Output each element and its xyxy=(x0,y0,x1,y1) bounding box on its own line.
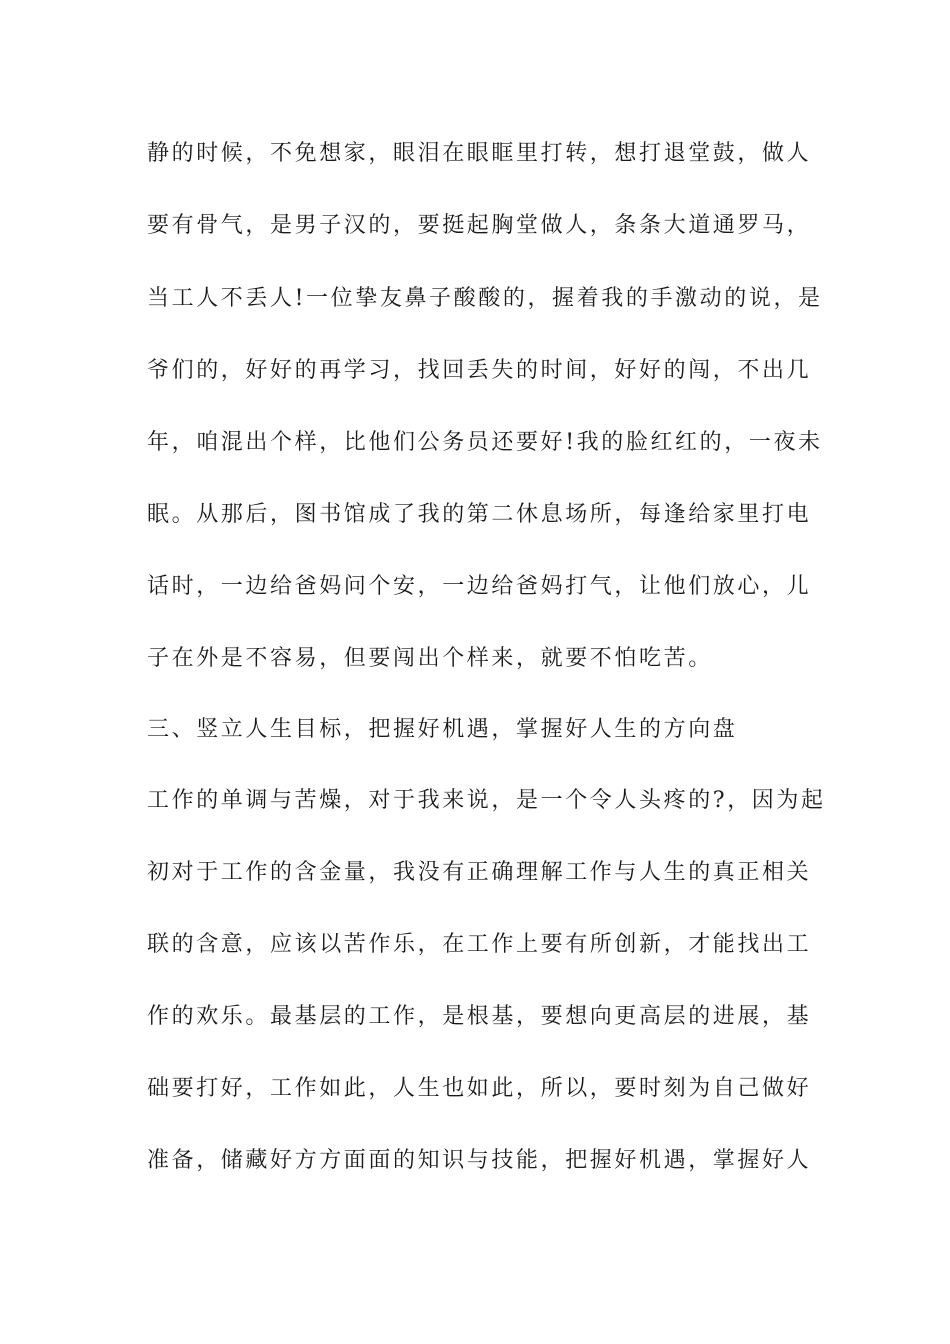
text-line-3: 当工人不丢人!一位挚友鼻子酸酸的，握着我的手激动的说，是 xyxy=(147,286,823,311)
text-line-15: 准备，储藏好方方面面的知识与技能，把握好机遇，掌握好人 xyxy=(147,1148,812,1173)
text-line-4: 爷们的，好好的再学习，找回丢失的时间，好好的闯，不出几 xyxy=(147,358,812,383)
text-line-10: 工作的单调与苦燥，对于我来说，是一个令人头疼的?，因为起 xyxy=(147,788,826,813)
section-heading: 三、竖立人生目标，把握好机遇，掌握好人生的方向盘 xyxy=(147,717,738,742)
text-line-13: 作的欢乐。最基层的工作，是根基，要想向更高层的进展，基 xyxy=(147,1004,812,1029)
text-line-1: 静的时候，不免想家，眼泪在眼眶里打转，想打退堂鼓，做人 xyxy=(147,141,812,166)
text-line-7: 话时，一边给爸妈问个安，一边给爸妈打气，让他们放心，儿 xyxy=(147,574,812,599)
text-line-8: 子在外是不容易，但要闯出个样来，就要不怕吃苦。 xyxy=(147,646,713,671)
text-line-11: 初对于工作的含金量，我没有正确理解工作与人生的真正相关 xyxy=(147,860,812,885)
text-line-2: 要有骨气，是男子汉的，要挺起胸堂做人，条条大道通罗马， xyxy=(147,213,812,238)
text-line-12: 联的含意，应该以苦作乐，在工作上要有所创新，才能找出工 xyxy=(147,932,812,957)
text-line-14: 础要打好，工作如此，人生也如此，所以，要时刻为自己做好 xyxy=(147,1076,812,1101)
text-line-5: 年，咱混出个样，比他们公务员还要好!我的脸红红的，一夜未 xyxy=(147,430,823,455)
text-line-6: 眠。从那后，图书馆成了我的第二休息场所，每逢给家里打电 xyxy=(147,502,812,527)
